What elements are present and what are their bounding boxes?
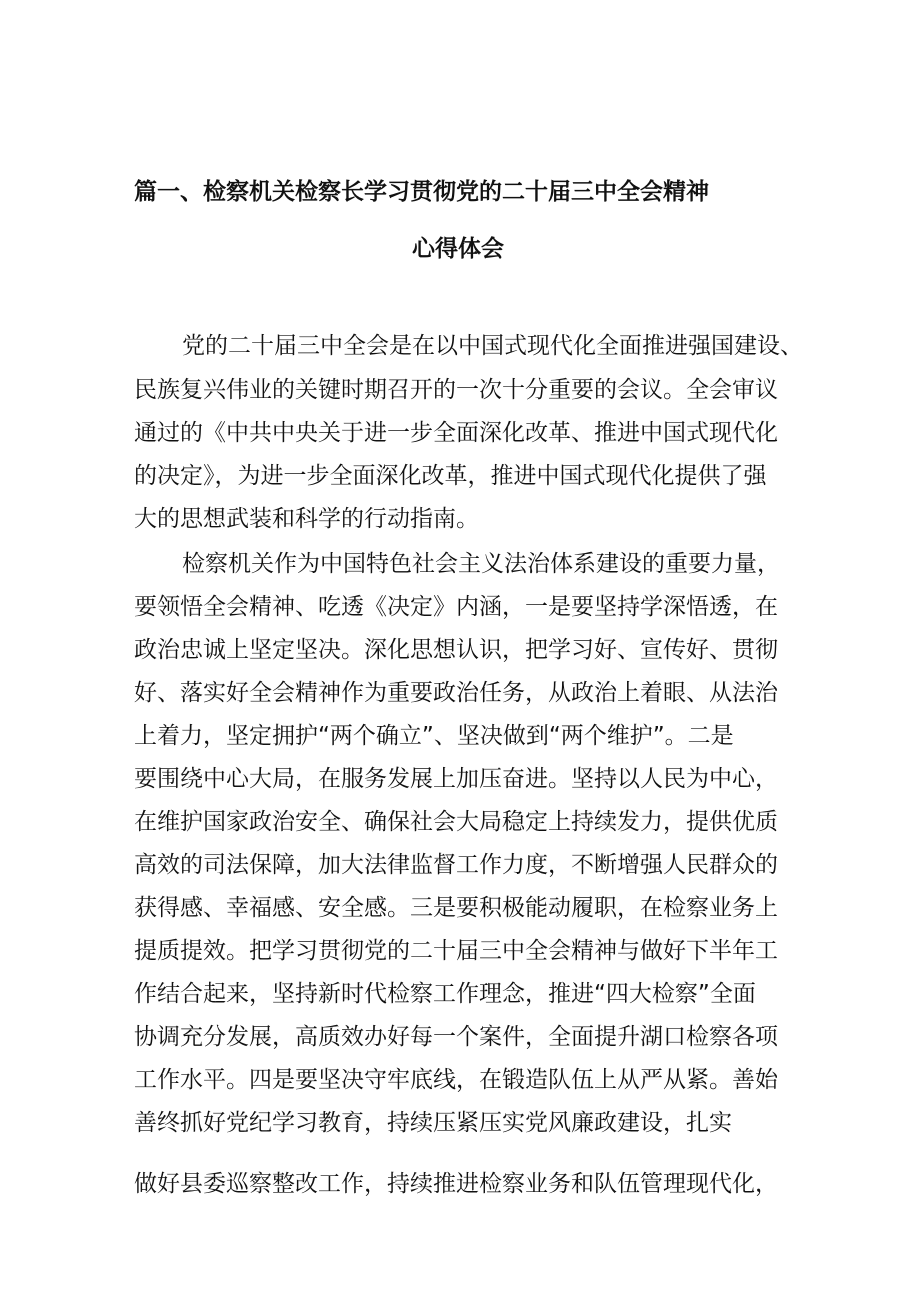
body-line: 做好县委巡察整改工作，持续推进检察业务和队伍管理现代化， (134, 1171, 778, 1197)
body-line: 协调充分发展，高质效办好每一个案件，全面提升湖口检察各项 (134, 1024, 778, 1050)
body-line: 大的思想武装和科学的行动指南。 (134, 506, 479, 532)
document-title-line-1: 篇一、检察机关检察长学习贯彻党的二十届三中全会精神 (134, 179, 709, 205)
body-line: 通过的《中共中央关于进一步全面深化改革、推进中国式现代化 (134, 420, 778, 446)
body-line: 善终抓好党纪学习教育，持续压紧压实党风廉政建设，扎实 (134, 1110, 732, 1136)
body-line: 检察机关作为中国特色社会主义法治体系建设的重要力量， (182, 551, 780, 577)
body-line: 党的二十届三中全会是在以中国式现代化全面推进强国建设、 (182, 333, 803, 359)
body-line: 好、落实好全会精神作为重要政治任务，从政治上着眼、从法治 (134, 680, 778, 706)
body-line: 的决定》，为进一步全面深化改革，推进中国式现代化提供了强 (134, 463, 767, 489)
body-line: 作结合起来，坚持新时代检察工作理念，推进“四大检察”全面 (134, 981, 756, 1007)
body-line: 获得感、幸福感、安全感。三是要积极能动履职，在检察业务上 (134, 895, 778, 921)
body-line: 政治忠诚上坚定坚决。深化思想认识，把学习好、宣传好、贯彻 (134, 637, 778, 663)
body-line: 在维护国家政治安全、确保社会大局稳定上持续发力，提供优质 (134, 809, 778, 835)
body-line: 工作水平。四是要坚决守牢底线，在锻造队伍上从严从紧。善始 (134, 1067, 778, 1093)
body-line: 要领悟全会精神、吃透《决定》内涵，一是要坚持学深悟透，在 (134, 594, 778, 620)
body-line: 高效的司法保障，加大法律监督工作力度，不断增强人民群众的 (134, 852, 778, 878)
body-line: 民族复兴伟业的关键时期召开的一次十分重要的会议。全会审议 (134, 377, 778, 403)
document-title-line-2: 心得体会 (412, 236, 504, 262)
body-line: 要围绕中心大局，在服务发展上加压奋进。坚持以人民为中心， (134, 766, 778, 792)
body-line: 上着力，坚定拥护“两个确立”、坚决做到“两个维护”。二是 (134, 723, 734, 749)
body-line: 提质提效。把学习贯彻党的二十届三中全会精神与做好下半年工 (134, 938, 778, 964)
